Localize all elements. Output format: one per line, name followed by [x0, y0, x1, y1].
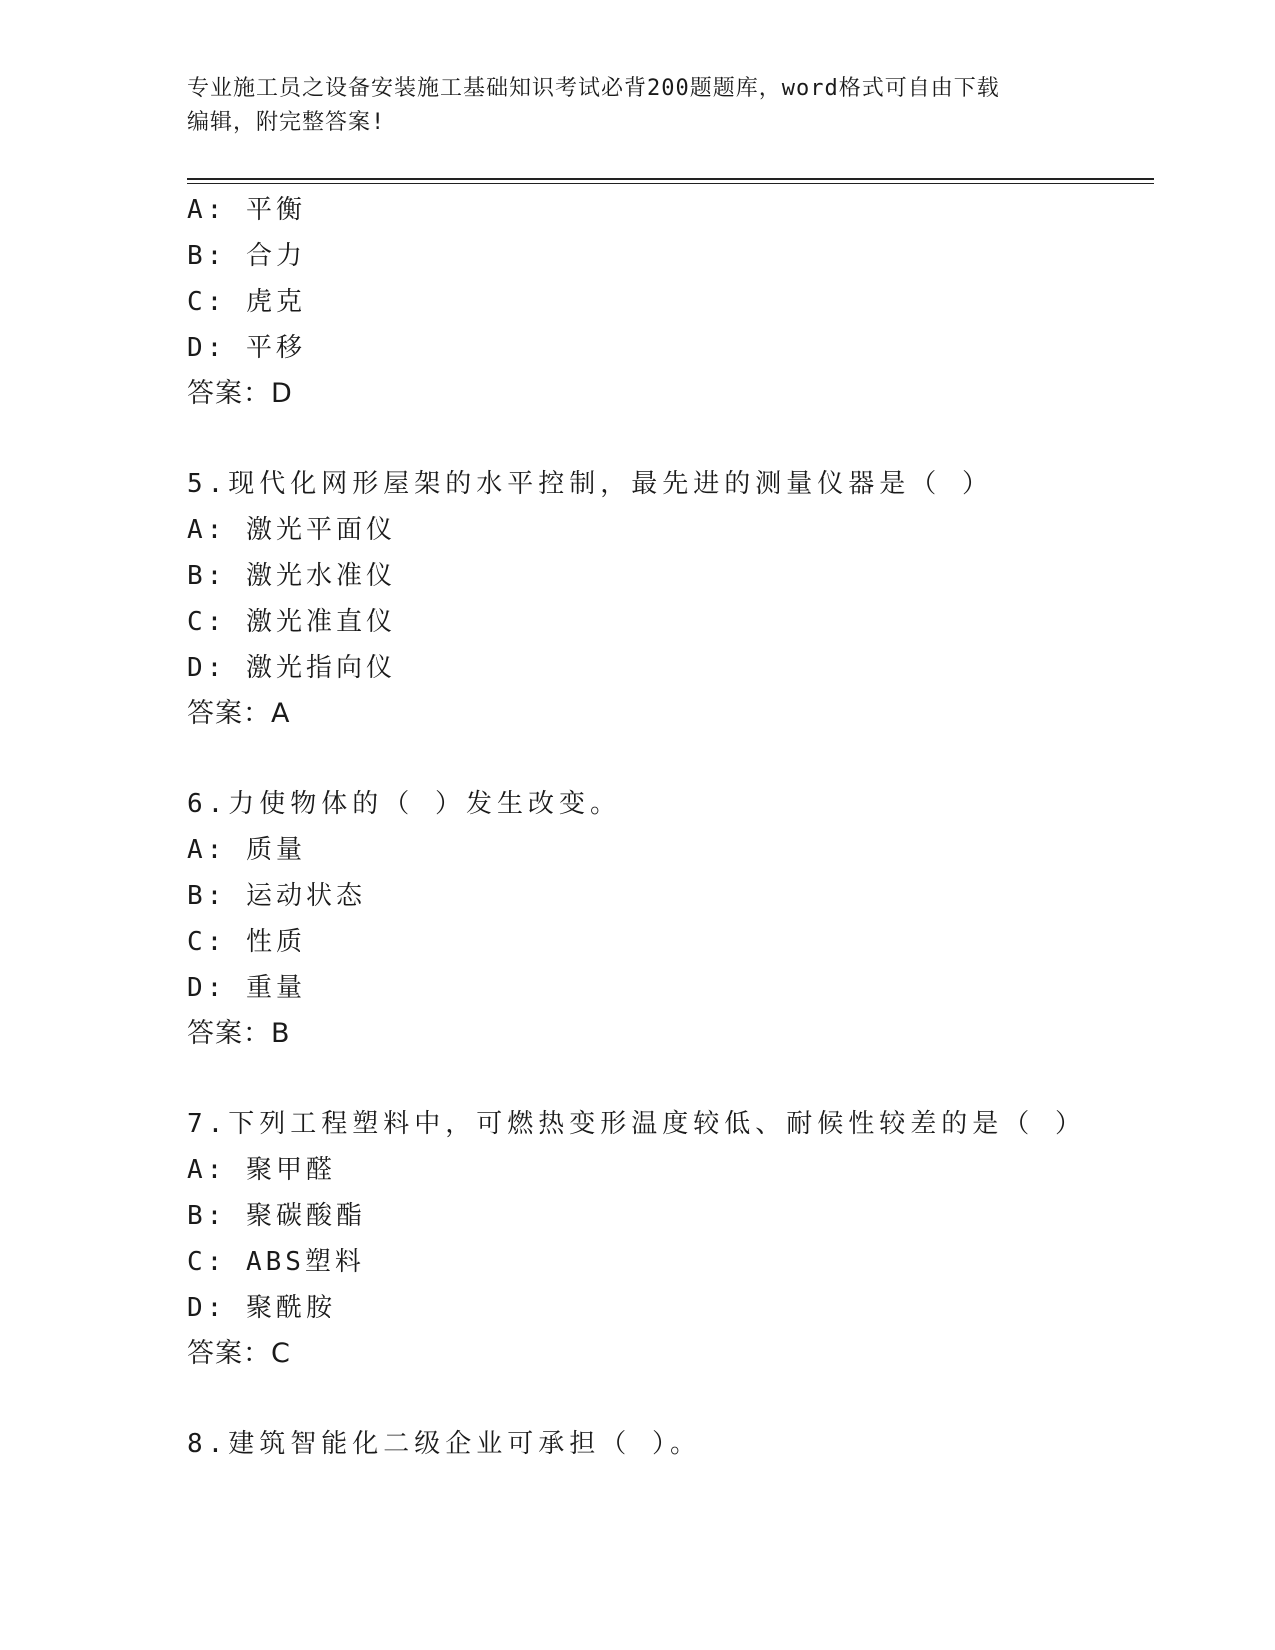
spacer [187, 417, 1147, 461]
question-6 [187, 781, 1147, 1057]
option-c: C: ABS塑料 [187, 1247, 365, 1277]
option-d: D: 聚酰胺 [187, 1293, 336, 1323]
question-stem: 8.建筑智能化二级企业可承担（ ）。 [187, 1429, 701, 1459]
answer-line: 答案：D [187, 378, 293, 409]
answer-line: 答案：A [187, 698, 291, 729]
answer-line: 答案：C [187, 1338, 291, 1369]
option-d: D: 平移 [187, 333, 306, 363]
question-stem: 5.现代化网形屋架的水平控制，最先进的测量仪器是（ ） [187, 469, 993, 499]
option-b: B: 聚碳酸酯 [187, 1201, 366, 1231]
option-b: B: 激光水准仪 [187, 561, 396, 591]
question-stem: 7.下列工程塑料中，可燃热变形温度较低、耐候性较差的是（ ） [187, 1109, 1086, 1139]
option-a: A: 聚甲醛 [187, 1155, 336, 1185]
header-divider-thick [187, 178, 1154, 180]
question-stem: 6.力使物体的（ ）发生改变。 [187, 789, 621, 819]
spacer [187, 737, 1147, 781]
spacer [187, 1057, 1147, 1101]
option-c: C: 性质 [187, 927, 306, 957]
question-5 [187, 461, 1147, 737]
option-d: D: 激光指向仪 [187, 653, 396, 683]
option-a: A: 平衡 [187, 195, 306, 225]
option-d: D: 重量 [187, 973, 306, 1003]
option-b: B: 合力 [187, 241, 306, 271]
document-header [187, 72, 1087, 140]
option-c: C: 激光准直仪 [187, 607, 396, 637]
header-title-line-2: 编辑，附完整答案! [187, 110, 386, 135]
option-a: A: 激光平面仪 [187, 515, 396, 545]
answer-line: 答案：B [187, 1018, 291, 1049]
option-b: B: 运动状态 [187, 881, 366, 911]
question-list [187, 187, 1147, 1467]
option-a: A: 质量 [187, 835, 306, 865]
question-8 [187, 1421, 1147, 1467]
question-7 [187, 1101, 1147, 1377]
question-4 [187, 187, 1147, 417]
header-title-line-1: 专业施工员之设备安装施工基础知识考试必背200题题库，word格式可自由下载 [187, 76, 1000, 101]
spacer [187, 1377, 1147, 1421]
header-divider-thin [187, 183, 1154, 184]
option-c: C: 虎克 [187, 287, 306, 317]
